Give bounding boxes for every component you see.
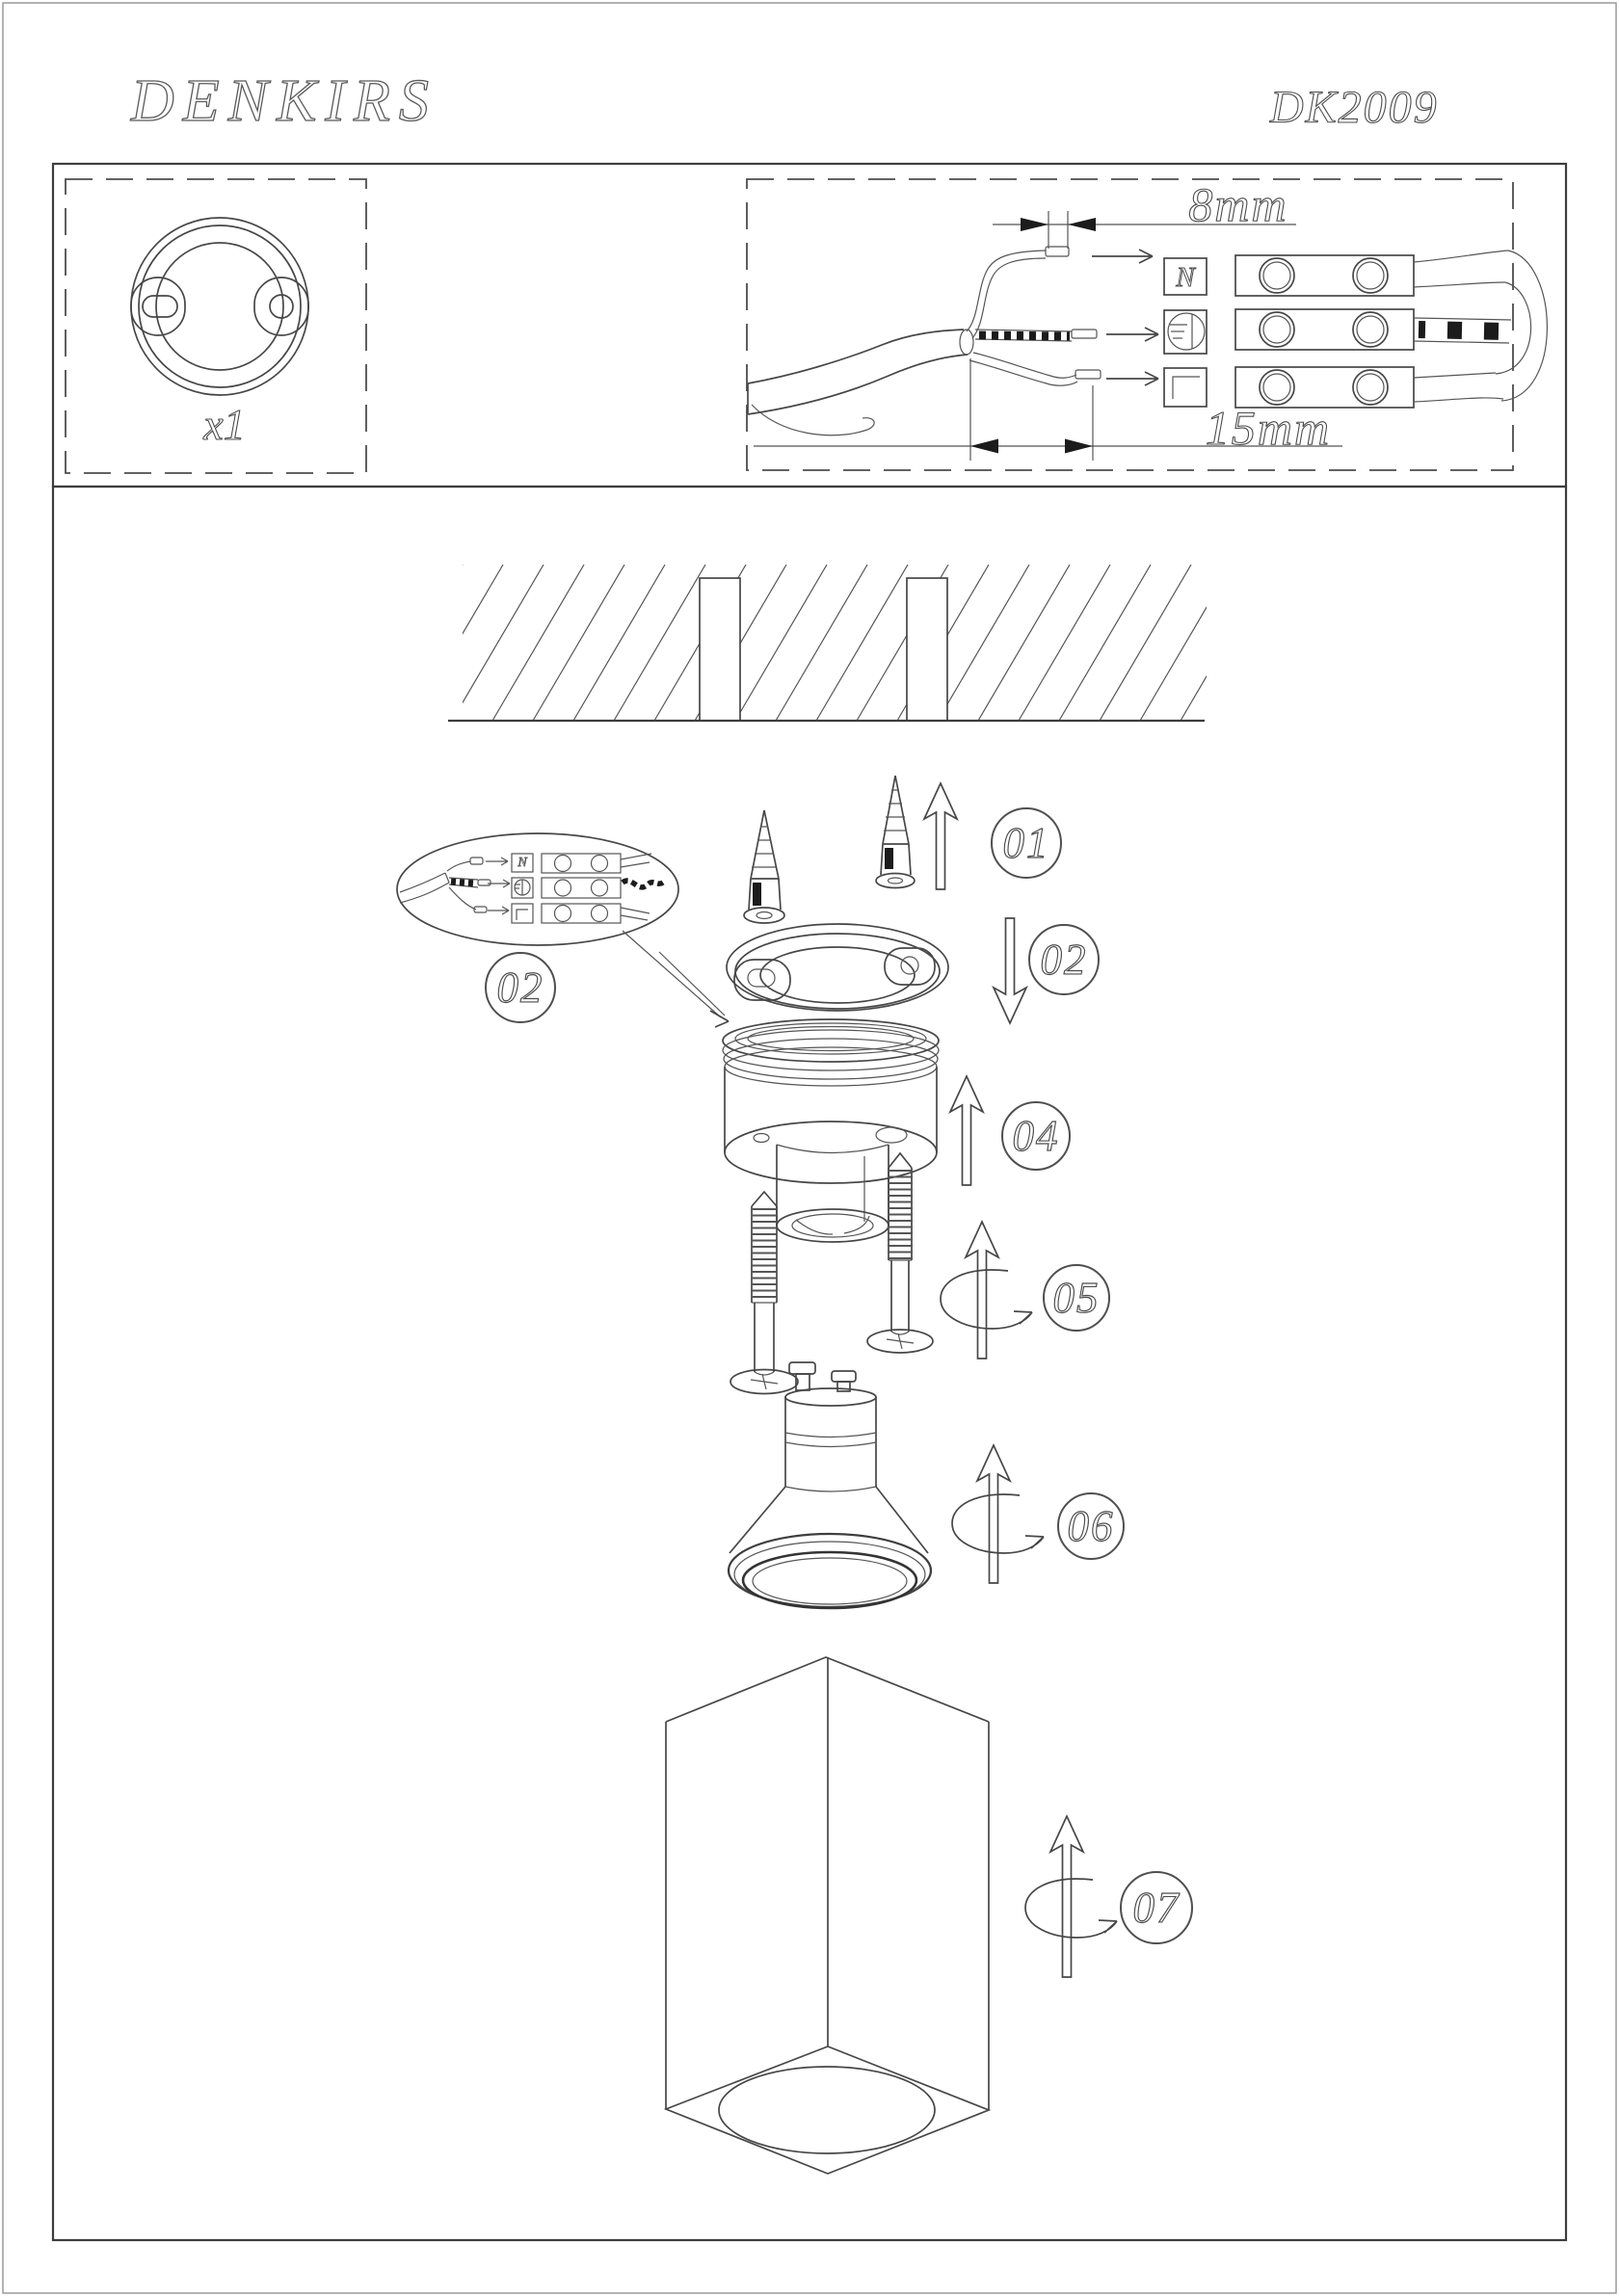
square-shade: [666, 1657, 1117, 2174]
wall-anchors: [744, 776, 957, 923]
drill-hole-left: [700, 578, 740, 721]
drill-hole-right: [907, 578, 947, 721]
wire-earth: [975, 330, 1072, 331]
wire-ferrule-bottom: [1075, 370, 1101, 379]
mounting-screws: [730, 1153, 1032, 1394]
anchor-right: [876, 776, 915, 888]
gu10-lamp: [729, 1362, 1044, 1608]
step-number: 02: [496, 963, 544, 1012]
step-badge-06: [1057, 1492, 1125, 1560]
arrow-rotate-step06: [977, 1445, 1010, 1583]
arrow-up-step04: [950, 1076, 983, 1185]
arrow-rotate-step05: [966, 1222, 998, 1359]
callout-earth-symbol-icon: [512, 878, 533, 898]
quantity-label: x1: [203, 400, 246, 449]
step-badge-04: [1001, 1101, 1071, 1171]
earth-symbol-icon: [1164, 310, 1207, 354]
arrow-up-step01: [924, 783, 957, 889]
step-number: 02: [1040, 936, 1088, 984]
step-badge-07: [1120, 1871, 1193, 1944]
step-number: 05: [1052, 1274, 1101, 1322]
outgoing-wires: [1414, 251, 1547, 402]
arrow-down-step02: [994, 918, 1026, 1023]
callout-terminal-label-neutral: N: [518, 856, 527, 870]
screw-right: [867, 1153, 933, 1353]
strip-dimension-15mm: 15mm: [1205, 401, 1332, 455]
mounting-ring-3d: [727, 918, 1026, 1023]
wire-ferrule-middle: [1072, 330, 1097, 338]
wiring-callout: [397, 833, 729, 1027]
step-number: 01: [1002, 819, 1050, 867]
brand-logo: DENKIRS: [131, 68, 438, 134]
wiring-panel: [747, 179, 1547, 470]
main-panel-frame: [53, 487, 1566, 2240]
cable-outer-bottom: [748, 355, 968, 414]
callout-line-symbol-icon: [512, 904, 533, 923]
wire-neutral: [967, 251, 1046, 331]
insert-arrows: [1092, 250, 1158, 385]
step-number: 06: [1067, 1502, 1115, 1550]
terminal-label-neutral: N: [1176, 262, 1195, 293]
step-badge-01: [991, 807, 1062, 879]
step-badge-02: [1028, 924, 1100, 995]
callout-arrowhead: [710, 1011, 729, 1027]
step-badge-05: [1043, 1264, 1110, 1332]
cable-outer-top: [748, 330, 964, 383]
anchor-left: [744, 810, 784, 923]
terminal-blocks: [1235, 255, 1414, 408]
ceiling-section: [371, 565, 1272, 721]
arrow-rotate-step07: [1050, 1816, 1083, 1977]
screw-left: [730, 1192, 798, 1394]
cable-frayed-curl: [752, 405, 874, 435]
step-number: 07: [1132, 1884, 1181, 1932]
step-badge-02-callout: [485, 952, 556, 1023]
product-code: DK2009: [1270, 82, 1439, 133]
strip-dimension-8mm: 8mm: [1188, 177, 1288, 231]
step-number: 04: [1012, 1112, 1060, 1160]
